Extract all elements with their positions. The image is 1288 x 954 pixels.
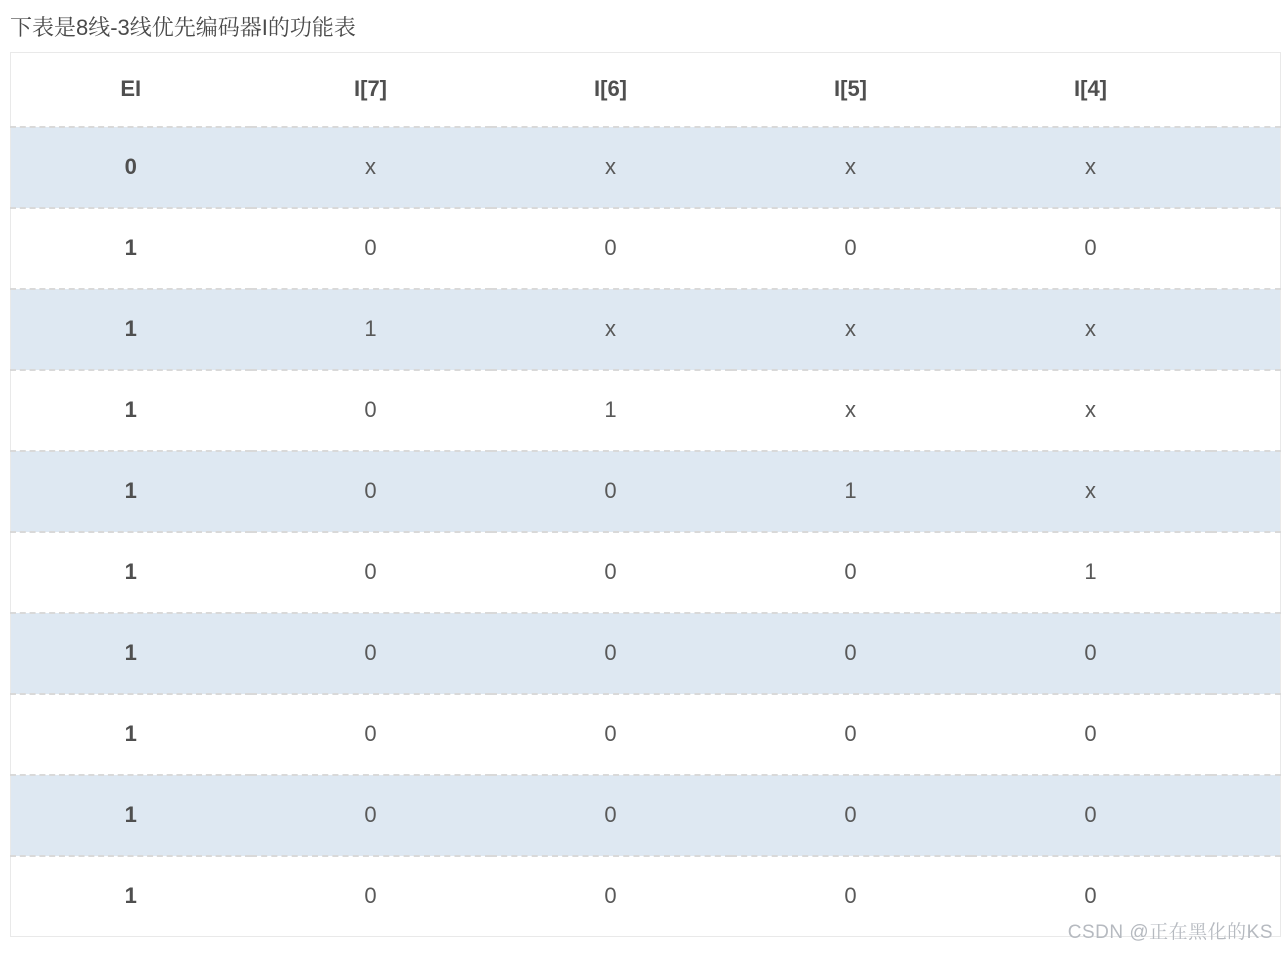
table-row: [11, 451, 1281, 532]
table-cell: 1: [844, 478, 857, 503]
filler-cell: [1211, 775, 1281, 856]
column-header-i4: I[4]: [971, 53, 1211, 127]
cell-ei: 1: [124, 235, 137, 260]
filler-cell: [1211, 370, 1281, 451]
column-header-i6: I[6]: [491, 53, 731, 127]
filler-cell: [1211, 289, 1281, 370]
table-row: [11, 127, 1281, 208]
table-row: [11, 532, 1281, 613]
table-cell: x: [365, 154, 376, 179]
filler-cell: [1211, 127, 1281, 208]
table-cell: x: [605, 316, 616, 341]
table-cell: 0: [364, 235, 377, 260]
table-cell: 0: [844, 235, 857, 260]
cell-ei: 1: [124, 640, 137, 665]
table-cell: 0: [1084, 883, 1097, 909]
table-cell: 0: [604, 802, 617, 827]
table-cell: 0: [364, 721, 377, 746]
table-row: [11, 613, 1281, 694]
function-table: [10, 52, 1281, 937]
table-cell: x: [845, 397, 856, 422]
table-body: [11, 127, 1281, 937]
cell-ei: 1: [124, 316, 137, 341]
column-header-filler: [1211, 53, 1281, 127]
table-row: [11, 775, 1281, 856]
table-cell: 0: [1084, 721, 1097, 746]
table-cell: 0: [364, 478, 377, 503]
table-cell: 0: [1084, 640, 1097, 665]
table-cell: 0: [364, 397, 377, 422]
table-row: [11, 370, 1281, 451]
table-cell: x: [1085, 478, 1096, 503]
table-cell: 0: [604, 235, 617, 260]
column-header-ei: EI: [11, 53, 251, 127]
cell-ei: 1: [124, 478, 137, 503]
table-cell: 0: [604, 883, 617, 909]
table-cell: x: [1085, 397, 1096, 422]
table-cell: 0: [844, 883, 857, 909]
table-cell: x: [605, 154, 616, 179]
column-header-i7: I[7]: [251, 53, 491, 127]
table-cell: x: [1085, 154, 1096, 179]
table-row: [11, 289, 1281, 370]
table-cell: 0: [844, 802, 857, 827]
table-cell: 1: [604, 397, 617, 422]
cell-ei: 1: [124, 721, 137, 746]
table-cell: x: [845, 154, 856, 179]
table-cell: 0: [364, 640, 377, 665]
cell-ei: 1: [124, 559, 137, 584]
table-cell: 0: [604, 721, 617, 746]
cell-ei: 1: [124, 802, 137, 827]
filler-cell: [1211, 613, 1281, 694]
filler-cell: [1211, 694, 1281, 775]
filler-cell: [1211, 451, 1281, 532]
table-cell: 0: [364, 883, 377, 909]
table-cell: 1: [1084, 559, 1097, 584]
filler-cell: [1211, 532, 1281, 613]
table-row: [11, 208, 1281, 289]
table-header: [11, 53, 1281, 127]
table-cell: 0: [604, 559, 617, 584]
cell-ei: 0: [124, 154, 137, 179]
table-cell: x: [1085, 316, 1096, 341]
table-cell: x: [845, 316, 856, 341]
table-cell: 0: [364, 559, 377, 584]
table-header-row: [11, 53, 1281, 127]
table-cell: 0: [844, 559, 857, 584]
cell-ei: 1: [124, 397, 137, 422]
table-cell: 0: [844, 721, 857, 746]
table-cell: 0: [604, 640, 617, 665]
table-cell: 0: [1084, 802, 1097, 827]
watermark: CSDN @正在黑化的KS: [1067, 922, 1273, 943]
table-cell: 1: [364, 316, 377, 341]
filler-cell: [1211, 208, 1281, 289]
table-cell: 0: [844, 640, 857, 665]
cell-ei: 1: [124, 883, 137, 909]
page-title: 下表是8线-3线优先编码器I的功能表: [10, 15, 356, 40]
table-cell: 0: [604, 478, 617, 503]
table-row: [11, 694, 1281, 775]
column-header-i5: I[5]: [731, 53, 971, 127]
table-cell: 0: [364, 802, 377, 827]
table-cell: 0: [1084, 235, 1097, 260]
